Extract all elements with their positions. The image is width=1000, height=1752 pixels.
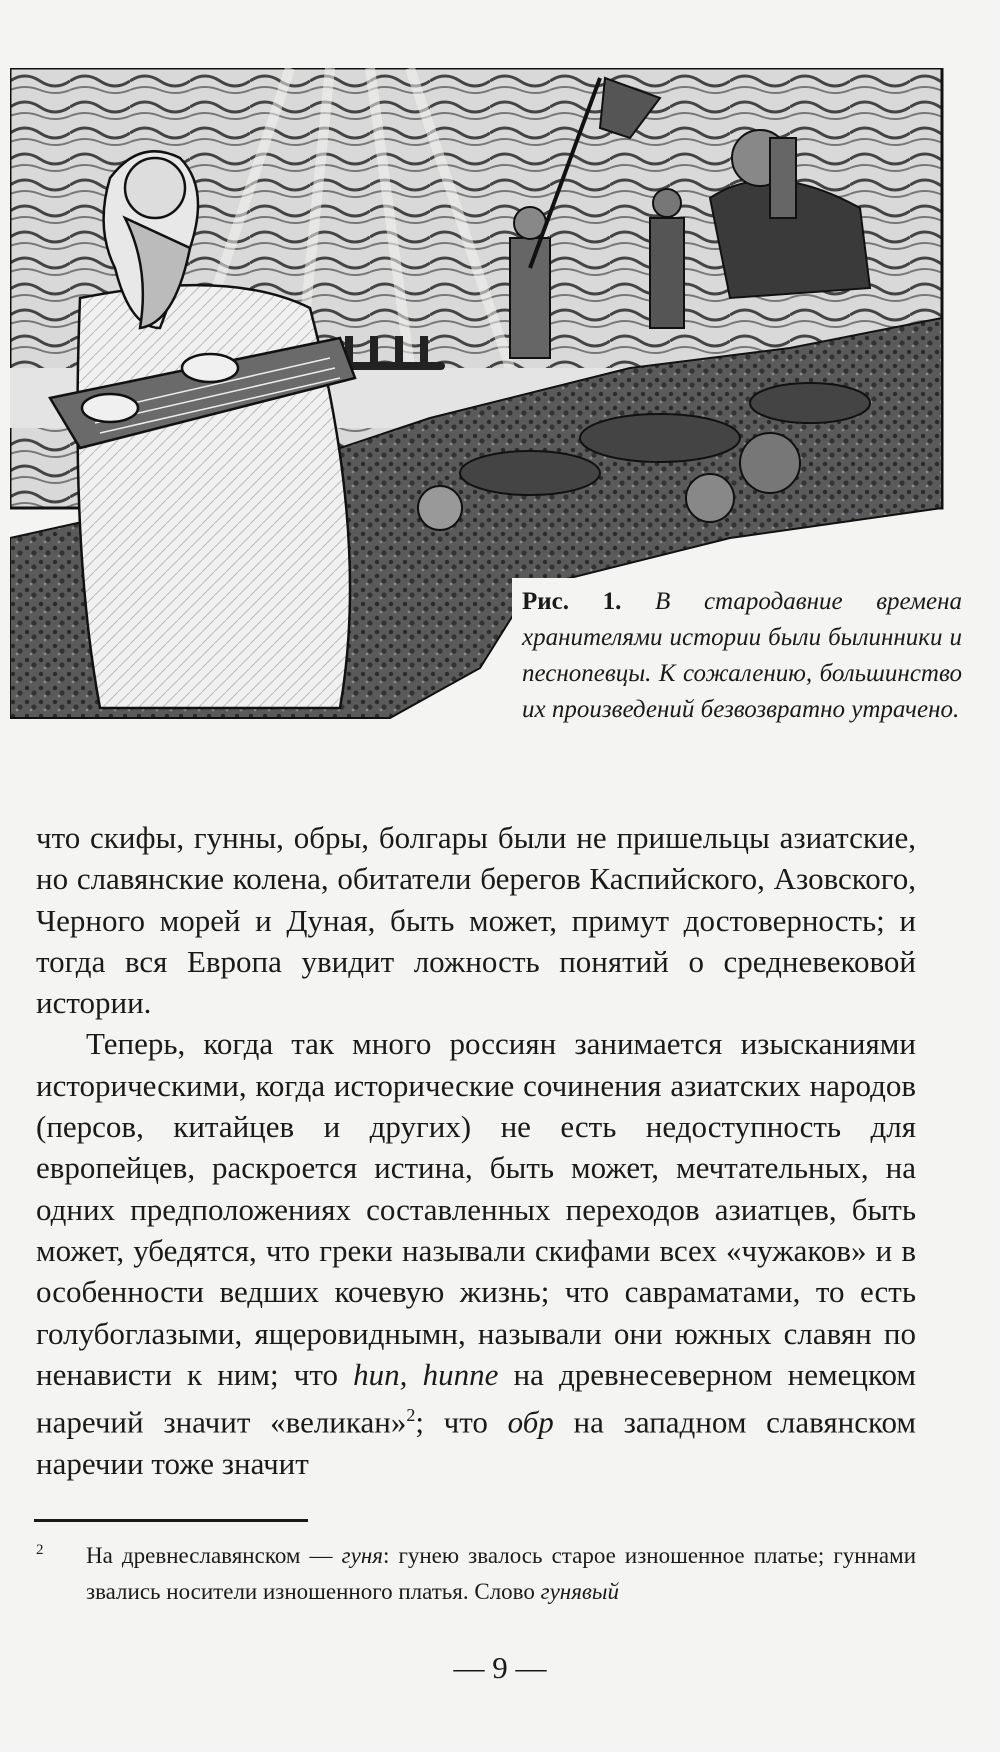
figure-caption-text: В стародавние времена хранителями истории были былинники и песнопевцы. К сожалению, большинство их произведений безвозвратно утрачено. xyxy=(522,588,962,723)
footnote-divider xyxy=(34,1519,308,1522)
footnote-term-gunyavyi: гунявый xyxy=(540,1579,619,1604)
paragraph-1: что скифы, гунны, обры, болгары были не пришельцы азиатские, но славянские колена, обитатели берегов Каспийского, Азовского, Черного морей и Дуная, быть может, примут достоверность; и тогда вся Европа увидит ложность понятий о средневековой истории. xyxy=(36,820,916,1021)
paragraph-2-part-d: на западном славянском наречии тоже значит xyxy=(36,1404,916,1481)
footnote xyxy=(36,1538,916,1610)
main-text xyxy=(36,817,916,1484)
term-hun: hun, xyxy=(353,1356,408,1392)
paragraph-2 xyxy=(36,1023,916,1484)
page-number: — 9 — xyxy=(453,1650,547,1685)
term-hunne: hunne xyxy=(422,1356,499,1392)
figure-caption xyxy=(512,578,966,730)
term-obr: обр xyxy=(507,1404,554,1440)
paragraph-2-part-c: ; что xyxy=(415,1404,508,1440)
paragraph-2-part-a: Теперь, когда так много россиян занимается изысканиями историческими, когда исторические сочинения азиатских народов (персов, китайцев и других) не есть недоступность для европейцев, раскроется истина, быть может, мечтательных, на одних предположениях составленных переходов азиатцев, быть может, убедятся, что греки называли скифами всех «чужаков» и в особенности ведших кочевую жизнь; что савраматами, то есть голубоглазыми, ящеровиднымн, называли они южных славян по ненависти к ним; что xyxy=(36,1026,916,1392)
footnote-number: 2 xyxy=(36,1542,44,1558)
footnote-text xyxy=(36,1538,916,1610)
footnote-reference[interactable]: 2 xyxy=(406,1405,416,1426)
footnote-text-a: На древнеславянском — xyxy=(86,1543,342,1568)
figure-label: Рис. 1. xyxy=(522,588,622,615)
paragraph-2-part-b: на древнесеверном немецком наречий значит «великан» xyxy=(36,1356,916,1440)
footnote-term-gunya: гуня xyxy=(341,1543,383,1568)
footnote-text-b: : гунею звалось старое изношенное платье; гуннами звались носители изношенного платья. Слово xyxy=(86,1543,916,1604)
